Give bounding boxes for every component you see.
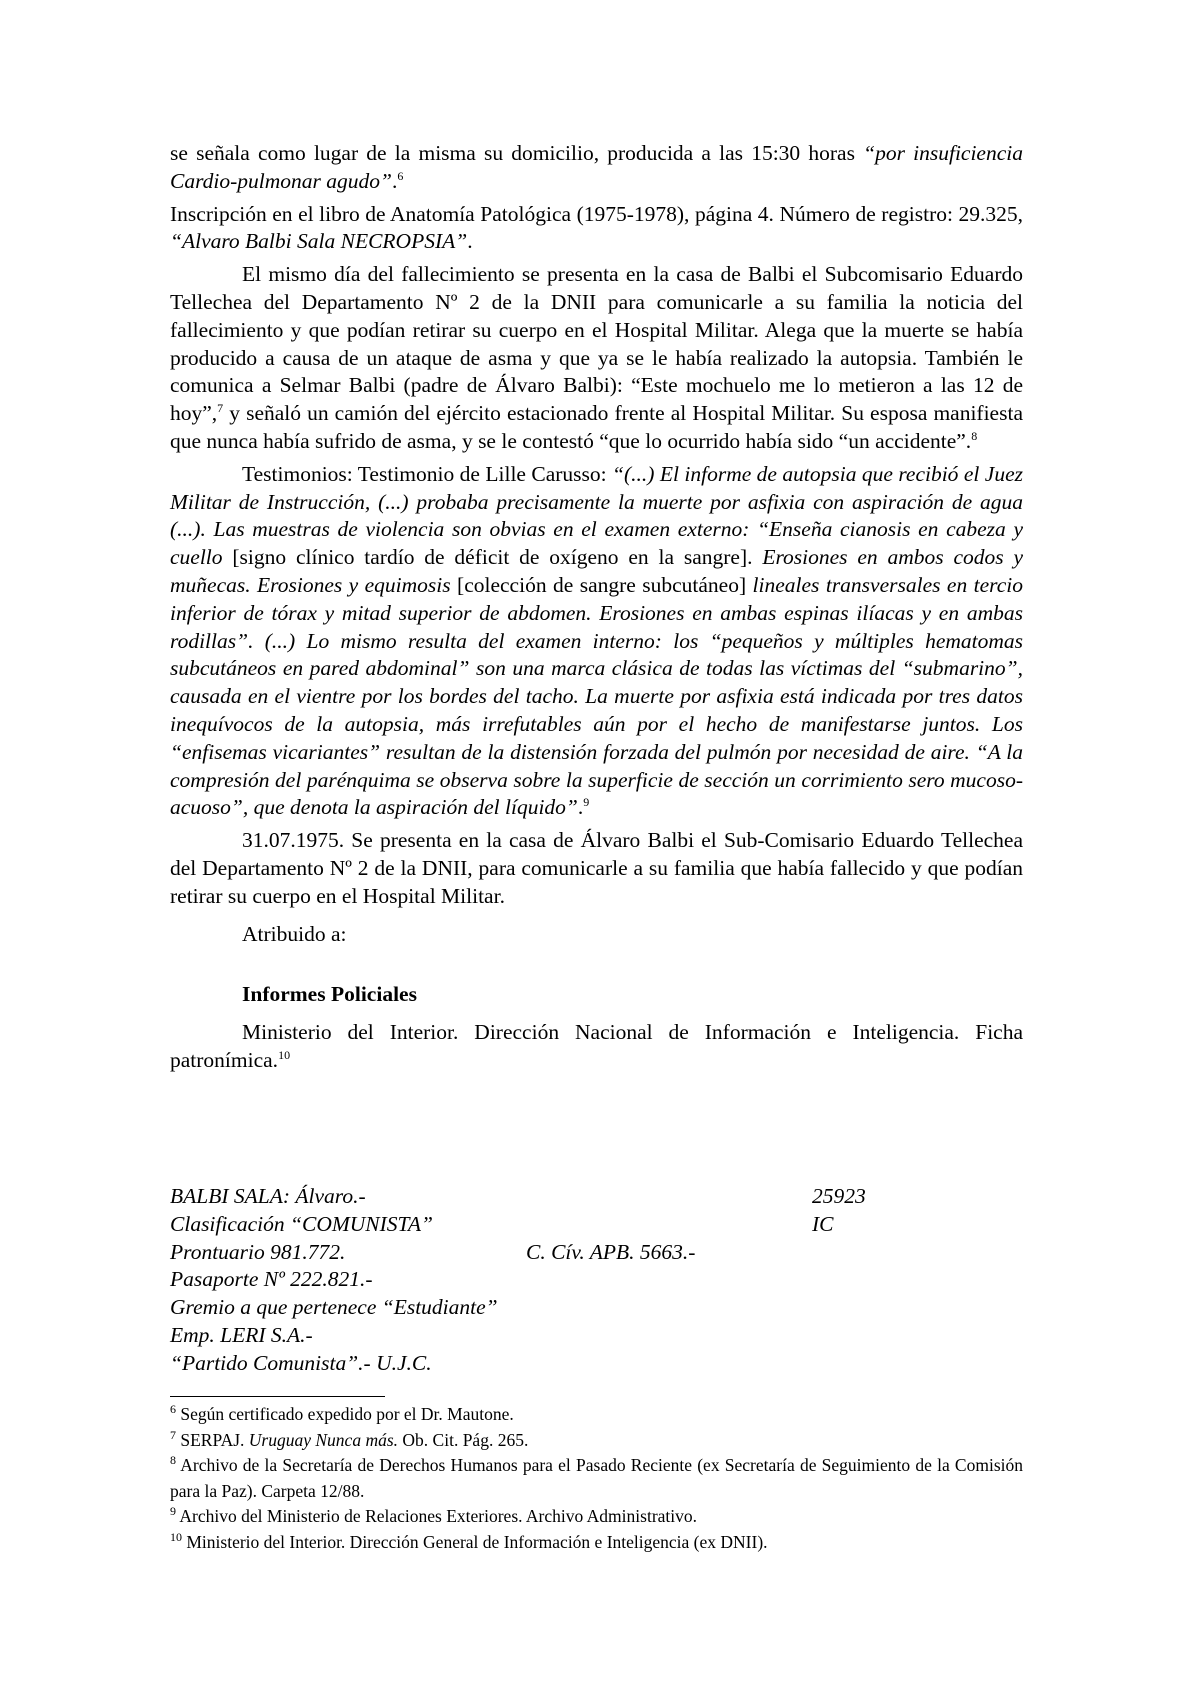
footnote-10: $^{10}$ Ministerio del Interior. Dirección General de Información e Inteligencia (ex DNII).: [170, 1529, 768, 1552]
paragraph-date-entry: 31.07.1975. Se presenta en la casa de Álvaro Balbi el Sub-Comisario Eduardo Tellechea del Departamento Nº 2 de la DNII, para comunicarle a su familia que había fallecido y que podían retirar su cuerpo en el Hospital Militar.: [170, 828, 1023, 908]
footnote-ref[interactable]: 9: [583, 795, 590, 810]
footnotes: [170, 1402, 1023, 1555]
footnote-separator: [170, 1396, 385, 1397]
footnote-6: $^6$ Según certificado expedido por el Dr. Mautone.: [170, 1402, 514, 1424]
document-body: [170, 140, 1023, 1075]
record-row: BALBI SALA: Álvaro.- 25923: [170, 1184, 866, 1208]
paragraph-registry: Inscripción en el libro de Anatomía Patológica (1975-1978), página 4. Número de registro: 29.325, “Alvaro Balbi Sala NECROPSIA”.: [170, 201, 1023, 254]
record-row: Clasificación “COMUNISTA” IC: [170, 1211, 834, 1236]
police-record-card: [170, 1183, 1023, 1378]
paragraph-ministry: Ministerio del Interior. Dirección Nacional de Información e Inteligencia. Ficha patronímica.$^{10}$: [170, 1020, 1023, 1072]
footnote-ref[interactable]: 8: [971, 428, 978, 443]
record-row: “Partido Comunista”.- U.J.C.: [170, 1350, 432, 1375]
footnote-9: $^9$ Archivo del Ministerio de Relaciones Exteriores. Archivo Administrativo.: [170, 1504, 698, 1526]
record-row: Pasaporte Nº 222.821.-: [170, 1267, 373, 1292]
section-heading: Informes Policiales: [242, 982, 417, 1007]
footnote-8: $^8$ Archivo de la Secretaría de Derechos Humanos para el Pasado Reciente (ex Secretaría de Seguimiento de la Comisión para la Paz). Carpeta 12/88.: [170, 1453, 1023, 1501]
paragraph-testimony: Testimonios: Testimonio de Lille Carusso: “(...) El informe de autopsia que recibió el Juez Militar de Instrucción, (...) probaba precisamente la muerte por asfixia con aspiración de agua (...). Las muestras de violencia son obvias en el examen externo: “Enseña cianosis en cabeza y cuello [signo clínico tardío de déficit de oxígeno en la sangre]. Erosiones en ambos codos y muñecas. Erosiones y equimosis [colección de sangre subcutáneo] lineales transversales en tercio inferior de tórax y mitad superior de abdomen. Erosiones en ambas espinas ilíacas y en ambas rodillas”. (...) Lo mismo resulta del examen interno: los “pequeños y múltiples hematomas subcutáneos en pared abdominal” son una marca clásica de todas las víctimas del “submarino”, causada en el vientre por los bordes del tacho. La muerte por asfixia está indicada por tres datos inequívocos de la autopsia, más irrefutables aún por el hecho de manifestarse juntos. Los “enfisemas vicariantes” resultan de la distensión forzada del pulmón por necesidad de aire. “A la compresión del parénquima se observa sobre la superficie de sección un corrimiento sero mucoso-acuoso”, que denota la aspiración del líquido”.$^9$: [170, 461, 1023, 820]
record-row: Emp. LERI S.A.-: [170, 1322, 313, 1347]
paragraph-cause-of-death: se señala como lugar de la misma su domicilio, producida a las 15:30 horas “por insuficiencia Cardio-pulmonar agudo”.$^6$: [170, 141, 1023, 193]
footnote-ref[interactable]: 7: [217, 401, 224, 416]
record-row: Gremio a que pertenece “Estudiante”: [170, 1295, 498, 1320]
footnote-ref[interactable]: 10: [278, 1047, 291, 1062]
footnote-7: $^7$ SERPAJ. Uruguay Nunca más. Ob. Cit. Pág. 265.: [170, 1427, 529, 1450]
record-row: Prontuario 981.772. C. Cív. APB. 5663.-: [170, 1239, 696, 1264]
paragraph-notification: El mismo día del fallecimiento se presenta en la casa de Balbi el Subcomisario Eduardo Tellechea del Departamento Nº 2 de la DNII para comunicarle a su familia la noticia del fallecimiento y que podían retirar su cuerpo en el Hospital Militar. Alega que la muerte se había producido a causa de un ataque de asma y que ya se le había realizado la autopsia. También le comunica a Selmar Balbi (padre de Álvaro Balbi): “Este mochuelo me lo metieron a las 12 de hoy”,$^7$ y señaló un camión del ejército estacionado frente al Hospital Militar. Su esposa manifiesta que nunca había sufrido de asma, y se le contestó “que lo ocurrido había sido “un accidente”.$^8$: [170, 262, 1023, 453]
footnote-ref[interactable]: 6: [397, 168, 404, 183]
paragraph-attributed: Atribuido a:: [242, 921, 347, 946]
